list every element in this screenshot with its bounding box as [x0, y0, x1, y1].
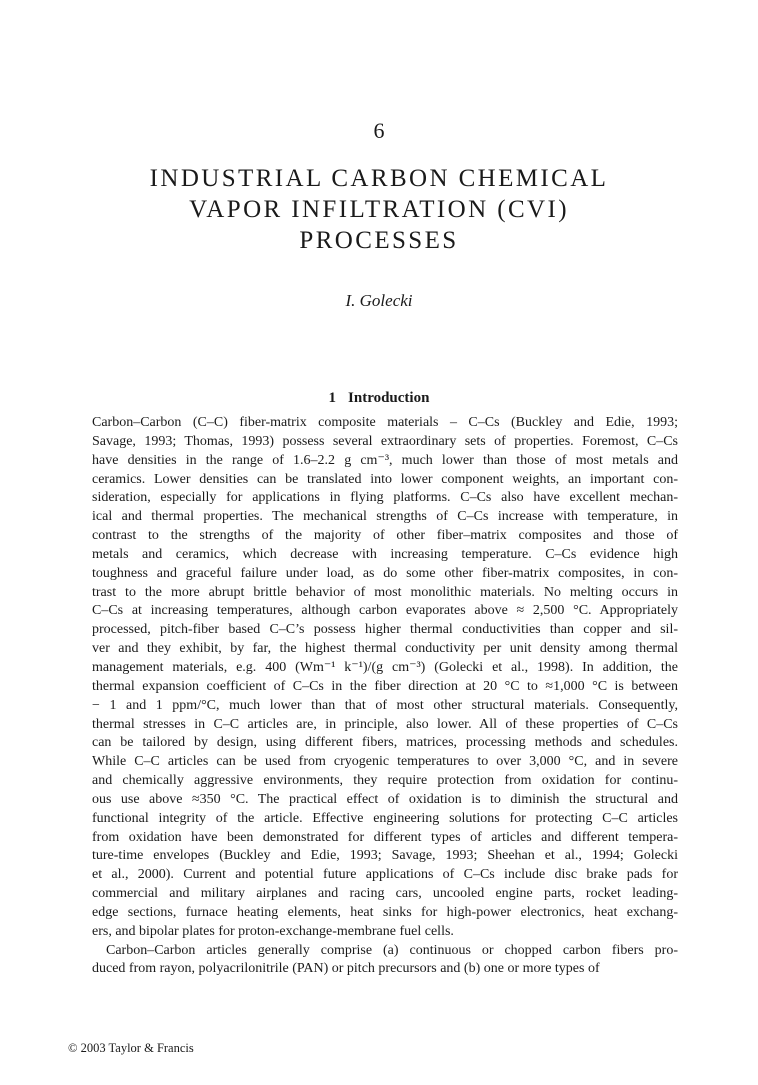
chapter-number: 6 — [373, 118, 385, 143]
body-line: processed, pitch-fiber based C–C’s possess higher thermal conductivities than copper and sil- — [92, 622, 678, 638]
body-line: commercial and military airplanes and racing cars, uncooled engine parts, rocket leading- — [92, 886, 678, 902]
body-text — [92, 414, 678, 979]
body-line: et al., 2000). Current and potential future applications of C–Cs include disc brake pads for — [92, 867, 678, 883]
body-line: C–Cs at increasing temperatures, although carbon evaporates above ≈ 2,500 °C. Appropriately — [92, 603, 678, 619]
body-line: While C–C articles can be used from cryogenic temperatures to over 3,000 °C, and in severe — [92, 754, 678, 770]
body-line: have densities in the range of 1.6–2.2 g cm⁻³, much lower than those of most metals and — [92, 452, 678, 468]
body-line: functional integrity of the article. Effective engineering solutions for protecting C–C articles — [92, 810, 678, 826]
body-line: Carbon–Carbon (C–C) fiber-matrix composite materials – C–Cs (Buckley and Edie, 1993; — [92, 415, 678, 430]
section-title: Introduction — [348, 390, 430, 406]
body-line: ers, and bipolar plates for proton-exchange-membrane fuel cells. — [92, 923, 454, 939]
body-line: ceramics. Lower densities can be translated into lower component weights, an important con- — [92, 471, 678, 487]
body-line: from oxidation have been demonstrated for different types of articles and different tempera- — [92, 829, 678, 845]
body-line: trast to the more abrupt brittle behavior of most monolithic materials. No melting occurs in — [92, 584, 678, 600]
body-line: management materials, e.g. 400 (Wm⁻¹ k⁻¹)/(g cm⁻³) (Golecki et al., 1998). In addition, the — [92, 659, 678, 675]
body-line: ical and thermal properties. The mechanical strengths of C–Cs increase with temperature, in — [92, 509, 678, 525]
chapter-title-line: VAPOR INFILTRATION (CVI) — [189, 196, 569, 223]
body-line: sideration, especially for applications in flying platforms. C–Cs also have excellent mechan- — [92, 490, 678, 506]
body-line: contrast to the strengths of the majority of other fiber–matrix composites and those of — [92, 528, 678, 544]
body-line: Savage, 1993; Thomas, 1993) possess several extraordinary sets of properties. Foremost, C–Cs — [92, 433, 678, 449]
body-line: and chemically aggressive environments, they require protection from oxidation for continu- — [92, 773, 678, 789]
copyright-notice: © 2003 Taylor & Francis — [68, 1041, 194, 1055]
body-line: metals and ceramics, which decrease with increasing temperature. C–Cs evidence high — [92, 546, 678, 562]
body-line: ture-time envelopes (Buckley and Edie, 1993; Savage, 1993; Sheehan et al., 1994; Golecki — [92, 848, 678, 864]
chapter-title-line: INDUSTRIAL CARBON CHEMICAL — [149, 165, 609, 192]
chapter-title — [80, 163, 678, 256]
author-name: I. Golecki — [345, 291, 413, 310]
body-line: thermal expansion coefficient of C–Cs in the fiber direction at 20 °C to ≈1,000 °C is between — [92, 678, 678, 694]
body-line: ver and they exhibit, by far, the highest thermal conductivity per unit density among thermal — [92, 641, 678, 657]
body-line: duced from rayon, polyacrilonitrile (PAN) or pitch precursors and (b) one or more types of — [92, 961, 600, 977]
section-heading — [0, 389, 758, 407]
body-line: ous use above ≈350 °C. The practical effect of oxidation is to diminish the structural and — [92, 791, 678, 807]
body-line: can be tailored by design, using different fibers, matrices, processing methods and schedules. — [92, 735, 678, 751]
body-line: edge sections, furnace heating elements, heat sinks for high-power electronics, heat exchang- — [92, 904, 678, 920]
section-number: 1 — [328, 390, 337, 406]
body-line: Carbon–Carbon articles generally comprise (a) continuous or chopped carbon fibers pro- — [106, 942, 678, 958]
body-line: − 1 and 1 ppm/°C, much lower than that of most other structural materials. Consequently, — [92, 697, 678, 713]
body-line: toughness and graceful failure under load, as do some other fiber-matrix composites, in con- — [92, 565, 678, 581]
chapter-title-line: PROCESSES — [299, 227, 459, 254]
body-line: thermal stresses in C–C articles are, in principle, also lower. All of these properties of C–Cs — [92, 716, 678, 732]
